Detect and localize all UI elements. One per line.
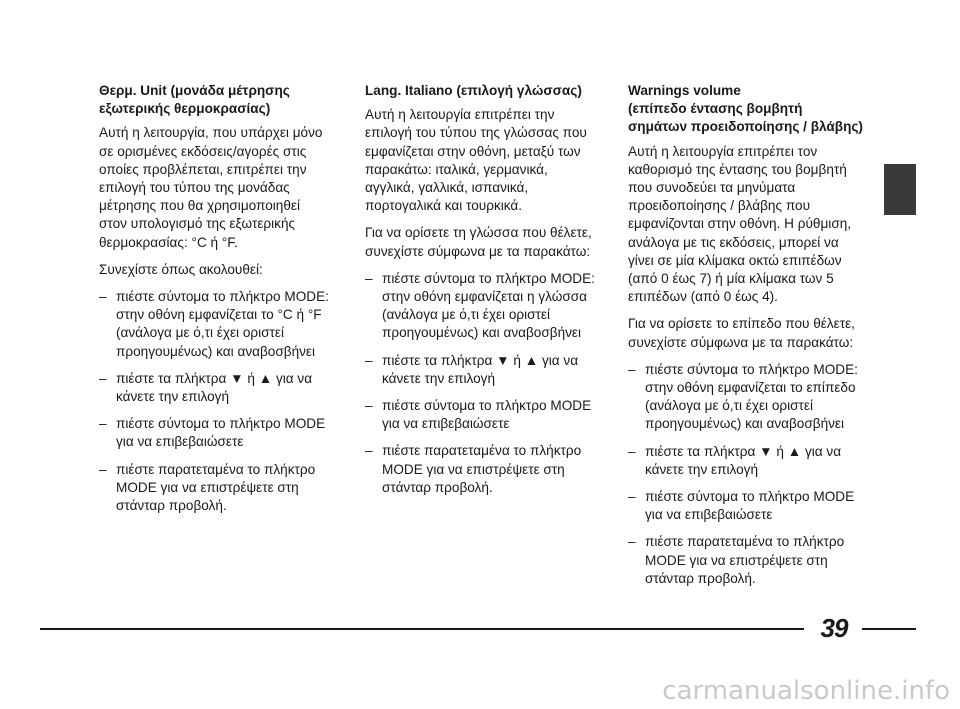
paragraph: Αυτή η λειτουργία επιτρέπει την επιλογή του τύπου της γλώσσας που εμφανίζεται στην οθόνη, μεταξύ των παρακάτω: ιταλικά, γερμανικά, αγγλικά, γαλλικά, ισπανικά, πορτογαλικά και τουρκικά. (365, 107, 587, 214)
list-item: – πιέστε παρατεταμένα το πλήκτρο MODE για να επιστρέψετε στη στάνταρ προβολή. (99, 461, 316, 514)
paragraph: Αυτή η λειτουργία επιτρέπει τον καθορισμό της έντασης του βομβητή που συνοδεύει τα μηνύματα προειδοποίησης / βλάβης που εμφανίζονται στην οθόνη. Η ρύθμιση, ανάλογα με τις εκδόσεις, μπορεί να γίνει σε μία κλίμακα οκτώ επιπέδων (από 0 έως 7) ή μία κλίμακα των 5 επιπέδων (από 0 έως 4). (628, 143, 852, 305)
list-item: – πιέστε παρατεταμένα το πλήκτρο MODE για να επιστρέψετε στη στάνταρ προβολή. (628, 534, 845, 586)
steps-list (628, 361, 864, 588)
list-item: – πιέστε σύντομα το πλήκτρο MODE: στην οθόνη εμφανίζεται το επίπεδο (ανάλογα με ό,τι έχει οριστεί προηγουμένως) και αναβοσβήνει (628, 361, 858, 432)
steps-list (99, 288, 331, 515)
column-language (365, 82, 597, 506)
paragraph: Για να ορίσετε το επίπεδο που θέλετε, συνεχίστε σύμφωνα με τα παρακάτω: (628, 316, 855, 350)
section-heading-language: Lang. Italiano (επιλογή γλώσσας) (365, 83, 582, 98)
paragraph: Συνεχίστε όπως ακολουθεί: (99, 261, 263, 277)
paragraph: Για να ορίσετε τη γλώσσα που θέλετε, συνεχίστε σύμφωνα με τα παρακάτω: (365, 225, 592, 259)
footer-rule-left (40, 628, 804, 630)
page-number: 39 (820, 613, 848, 643)
list-item: – πιέστε παρατεταμένα το πλήκτρο MODE για να επιστρέψετε στη στάνταρ προβολή. (365, 443, 582, 495)
list-item: – πιέστε σύντομα το πλήκτρο MODE: στην οθόνη εμφανίζεται το °C ή °F (ανάλογα με ό,τι έχει οριστεί προηγουμένως) και αναβοσβήνει (99, 289, 329, 359)
list-item: – πιέστε σύντομα το πλήκτρο MODE: στην οθόνη εμφανίζεται η γλώσσα (ανάλογα με ό,τι έχει οριστεί προηγουμένως) και αναβοσβήνει (365, 270, 595, 341)
section-tab-marker (884, 164, 916, 215)
list-item: – πιέστε τα πλήκτρα ▼ ή ▲ για να κάνετε την επιλογή (628, 443, 842, 477)
steps-list (365, 270, 597, 497)
watermark: carmanualsonline.info (662, 676, 950, 706)
section-heading-unit: Θερμ. Unit (μονάδα μέτρησης εξωτερικής θερμοκρασίας) (99, 83, 290, 117)
list-item: – πιέστε σύντομα το πλήκτρο MODE για να επιβεβαιώσετε (99, 416, 326, 450)
list-item: – πιέστε σύντομα το πλήκτρο MODE για να επιβεβαιώσετε (365, 398, 592, 432)
column-unit (99, 82, 331, 524)
list-item: – πιέστε σύντομα το πλήκτρο MODE για να επιβεβαιώσετε (628, 489, 855, 523)
list-item: – πιέστε τα πλήκτρα ▼ ή ▲ για να κάνετε την επιλογή (99, 370, 313, 405)
paragraph: Αυτή η λειτουργία, που υπάρχει μόνο σε ορισμένες εκδόσεις/αγορές στις οποίες προβλέπεται, επιτρέπει την επιλογή του τύπου της μονάδας μέτρησης που θα χρησιμοποιηθεί στον υπολογισμό της εξωτερικής θερμοκρασίας: °C ή °F. (99, 125, 323, 250)
footer-rule-right (862, 628, 916, 630)
section-heading-warnings-volume: Warnings volume (επίπεδο έντασης βομβητή σημάτων προειδοποίησης / βλάβης) (628, 83, 863, 135)
column-warnings-volume (628, 82, 864, 597)
list-item: – πιέστε τα πλήκτρα ▼ ή ▲ για να κάνετε την επιλογή (365, 352, 579, 386)
